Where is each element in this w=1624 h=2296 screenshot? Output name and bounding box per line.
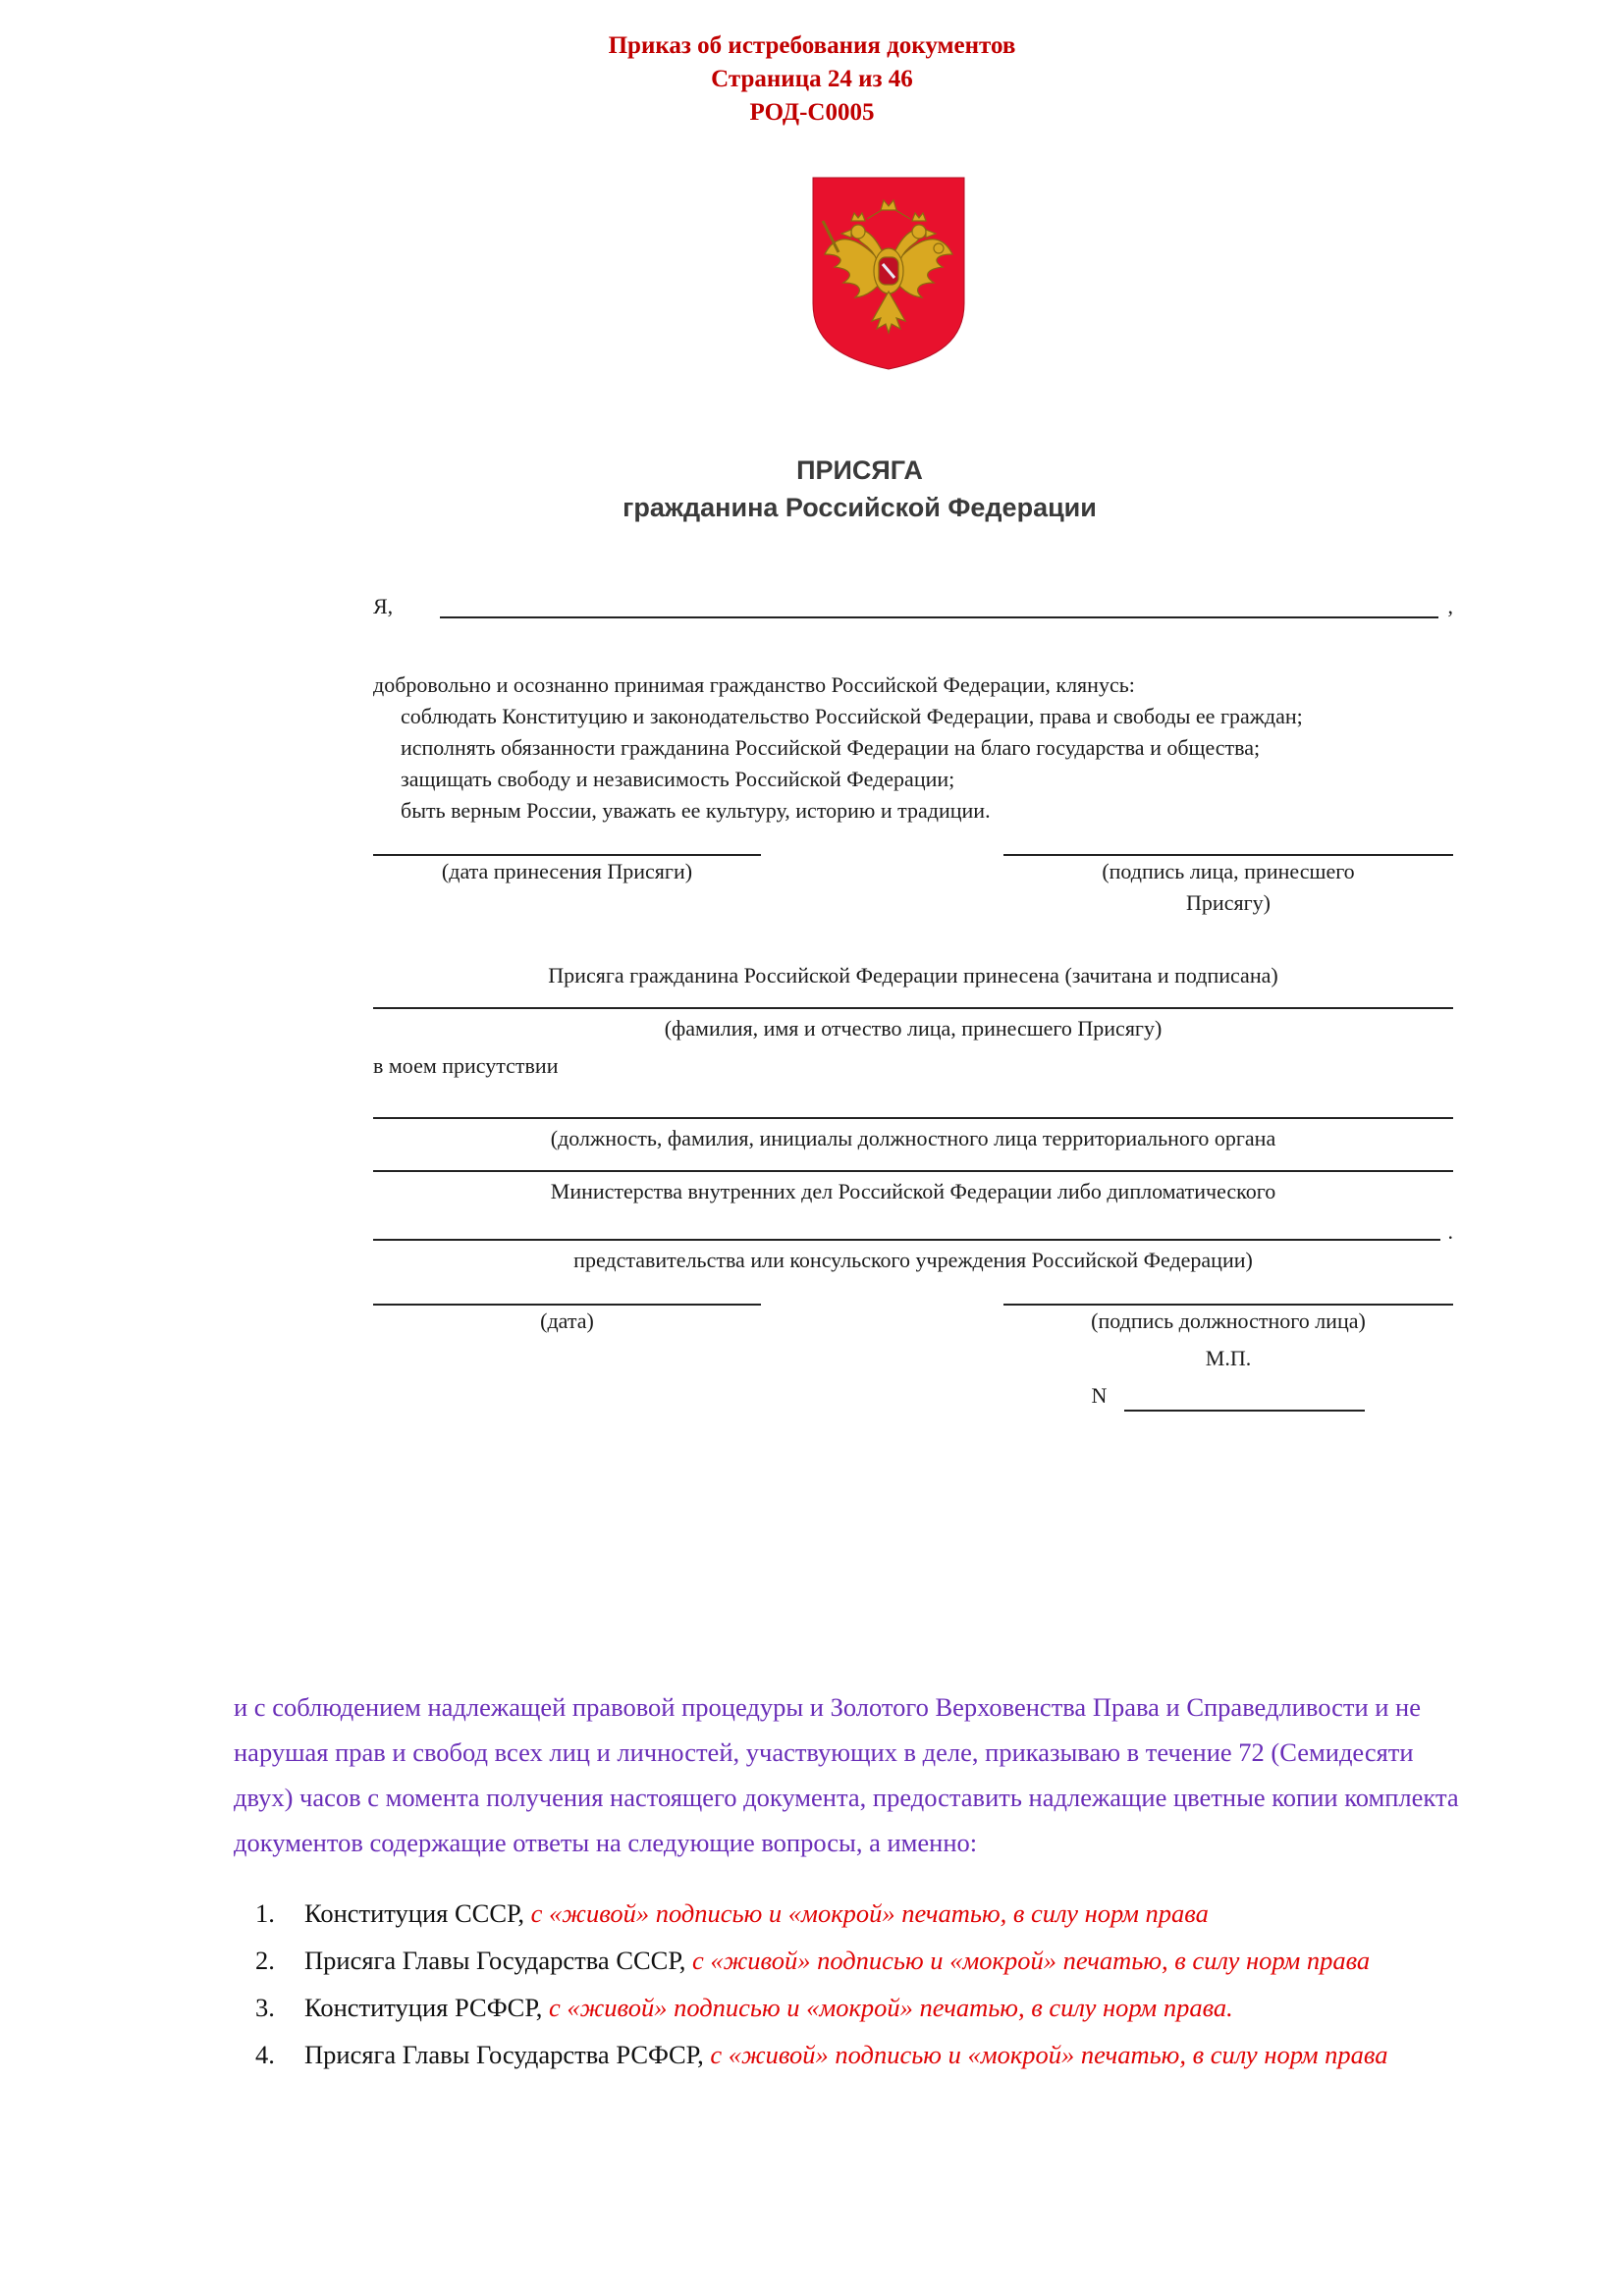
list-item-4 [234, 2032, 1473, 2077]
oath-clause-1: соблюдать Конституцию и законодательство Российской Федерации, права и свободы ее граждан; [401, 704, 1303, 728]
requested-documents-list [234, 1891, 1473, 2077]
list-item-4-condition: с «живой» подписью и «мокрой» печатью, в силу норм права [710, 2040, 1388, 2069]
list-item-4-title: Присяга Главы Государства РСФСР, [304, 2040, 711, 2069]
official-blank-line-1 [373, 1117, 1453, 1119]
name-fill-row [373, 589, 1453, 622]
fio-field [373, 1007, 1453, 1044]
number-prefix: N [1091, 1383, 1108, 1408]
header-page-indicator: Страница 24 из 46 [711, 66, 913, 92]
oath-taken-statement: Присяга гражданина Российской Федерации принесена (зачитана и подписана) [548, 963, 1278, 988]
fio-blank-line [373, 1007, 1453, 1009]
list-item-1-condition: с «живой» подписью и «мокрой» печатью, в силу норм права [530, 1898, 1209, 1928]
list-item-3-title: Конституция РСФСР, [304, 1993, 549, 2022]
line-end-period: . [1447, 1219, 1453, 1244]
oath-clause-2: исполнять обязанности гражданина Российской Федерации на благо государства и общества; [401, 735, 1261, 760]
list-number-2: 2. [255, 1946, 275, 1975]
list-item-2-title: Присяга Главы Государства СССР, [304, 1946, 693, 1975]
oath-text-block [373, 669, 1453, 827]
oath-signature-label: (подпись лица, принесшего Присягу) [1102, 859, 1355, 915]
official-signature-field [1003, 1304, 1453, 1412]
official-label-2: Министерства внутренних дел Российской Федерации либо дипломатического [550, 1179, 1276, 1203]
oath-intro: добровольно и осознанно принимая гражданство Российской Федерации, клянусь: [373, 672, 1135, 697]
oath-form [373, 589, 1453, 1412]
date-of-oath-field [373, 854, 761, 919]
official-blank-line-3 [373, 1239, 1440, 1241]
trailing-comma: , [1447, 594, 1453, 618]
signature-row-official [373, 1304, 1453, 1412]
signature-row-oath [373, 854, 1453, 919]
presence-text: в моем присутствии [373, 1053, 559, 1078]
official-field-3 [373, 1219, 1453, 1276]
oath-signature-field [1003, 854, 1453, 919]
official-blank-line-2 [373, 1170, 1453, 1172]
document-header [0, 0, 1624, 130]
list-number-1: 1. [255, 1898, 275, 1928]
list-item-2-condition: с «живой» подписью и «мокрой» печатью, в силу норм права [692, 1946, 1371, 1975]
oath-clause-4: быть верным России, уважать ее культуру, историю и традиции. [401, 798, 991, 823]
fio-label: (фамилия, имя и отчество лица, принесшего Присягу) [664, 1016, 1163, 1041]
list-item-3-condition: с «живой» подписью и «мокрой» печатью, в силу норм права. [549, 1993, 1233, 2022]
number-blank-line [1124, 1388, 1365, 1412]
official-label-1: (должность, фамилия, инициалы должностного лица территориального органа [550, 1126, 1276, 1150]
date-of-oath-label: (дата принесения Присяги) [441, 859, 693, 883]
date-label: (дата) [540, 1308, 594, 1333]
order-section [234, 1684, 1473, 2077]
official-label-3: представительства или консульского учреждения Российской Федерации) [573, 1248, 1253, 1272]
order-paragraph: и с соблюдением надлежащей правовой процедуры и Золотого Верховенства Права и Справедливости и не нарушая прав и свобод всех лиц и личностей, участвующих в деле, приказываю в течение 72 (Семидесяти двух) часов с момента получения настоящего документа, предоставить надлежащие цветные копии комплекта документов содержащие ответы на следующие вопросы, а именно: [234, 1692, 1459, 1857]
official-blank-line-3-row [373, 1219, 1453, 1244]
russian-coat-of-arms-icon [805, 172, 972, 375]
official-field-2 [373, 1170, 1453, 1207]
list-item-2 [234, 1938, 1473, 1983]
date-field [373, 1304, 761, 1412]
header-order-title: Приказ об истребования документов [608, 32, 1016, 59]
oath-title-line2: гражданина Российской Федерации [623, 493, 1097, 522]
name-blank-line [440, 593, 1437, 618]
list-number-4: 4. [255, 2040, 275, 2069]
list-item-1 [234, 1891, 1473, 1936]
oath-clause-3: защищать свободу и независимость Российской Федерации; [401, 767, 955, 791]
pronoun-label: Я, [373, 594, 394, 618]
document-number-field [1003, 1380, 1453, 1412]
list-item-1-title: Конституция СССР, [304, 1898, 531, 1928]
list-number-3: 3. [255, 1993, 275, 2022]
stamp-place-label: М.П. [1205, 1346, 1252, 1370]
header-doc-code: РОД-С0005 [749, 99, 875, 126]
list-item-3 [234, 1985, 1473, 2030]
oath-title-line1: ПРИСЯГА [796, 455, 923, 485]
oath-title [244, 452, 1476, 526]
official-signature-label: (подпись должностного лица) [1091, 1308, 1366, 1333]
official-field-1 [373, 1117, 1453, 1154]
